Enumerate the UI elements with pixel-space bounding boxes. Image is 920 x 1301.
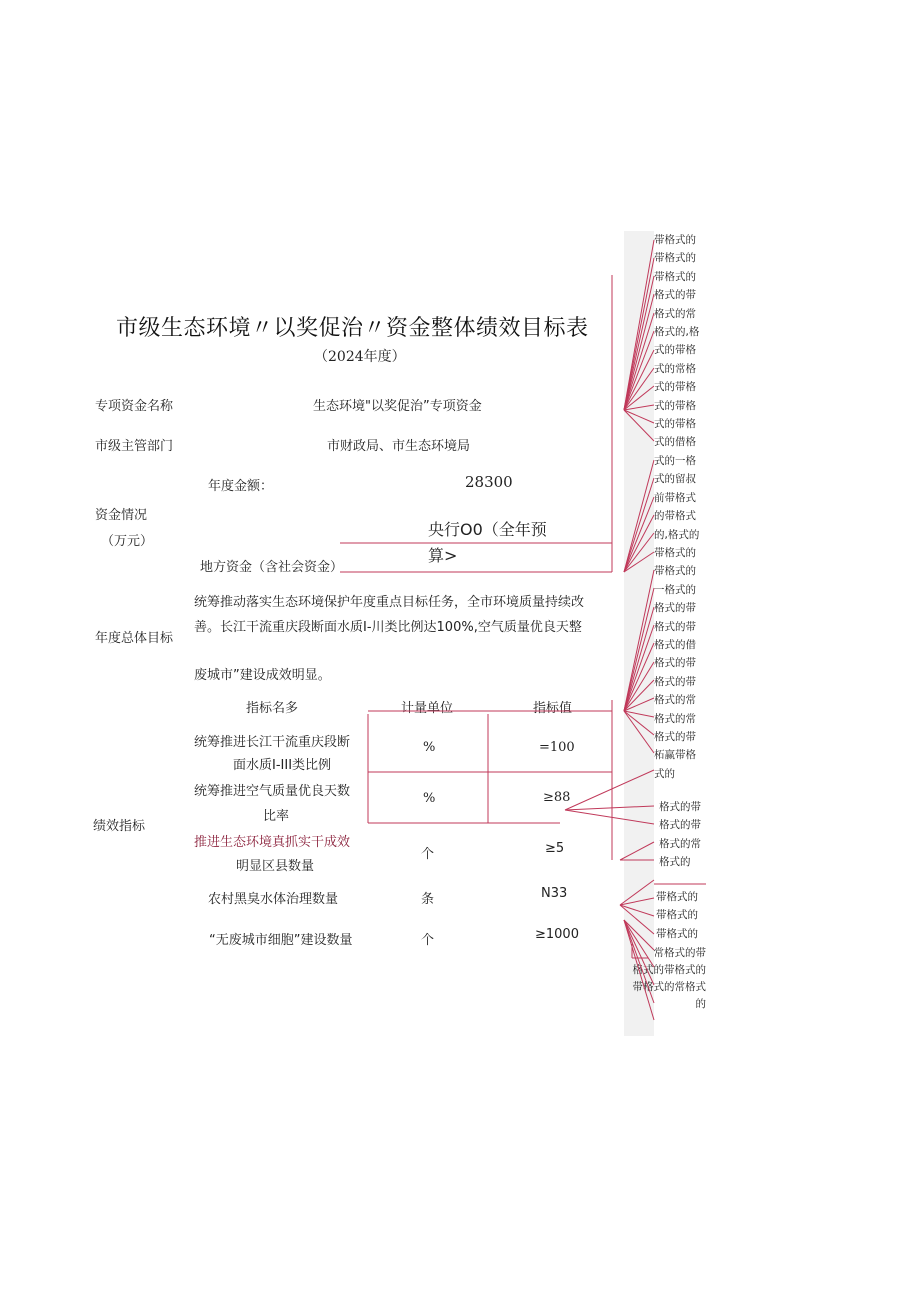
note-6[interactable]: 格式的,格 (654, 326, 700, 339)
indicator-2-value: ≥88 (543, 790, 571, 805)
note-10[interactable]: 式的带格 (654, 399, 696, 412)
funds-unit-label: （万元） (101, 534, 154, 549)
note-g2-1[interactable]: 格式的带 (659, 801, 701, 813)
note-g4-3[interactable]: 带格式的常格式 (632, 981, 706, 993)
indicator-4-value: N33 (541, 886, 568, 901)
indicator-4-unit: 条 (421, 892, 435, 907)
indicator-3-value: ≥5 (545, 841, 565, 856)
note-20[interactable]: 一格式的 (654, 583, 696, 596)
note-g3-2[interactable]: 带格式的 (656, 909, 698, 922)
local-funds-label: 地方资金（含社会资金） (200, 560, 344, 575)
note-30[interactable]: 式的 (654, 767, 675, 780)
indicator-3-unit: 个 (421, 847, 435, 862)
note-15[interactable]: 前带格式 (654, 491, 696, 504)
indicator-5-value: ≥1000 (535, 927, 579, 942)
note-21[interactable]: 格式的带 (654, 602, 696, 615)
note-19[interactable]: 带格式的 (654, 565, 696, 578)
header-indicator-name: 指标名多 (246, 701, 299, 716)
note-26[interactable]: 格式的常 (654, 694, 696, 707)
note-25[interactable]: 格式的带 (654, 675, 696, 688)
goal-label: 年度总体目标 (95, 631, 174, 646)
note-7[interactable]: 式的带格 (654, 344, 696, 357)
note-g2-3[interactable]: 格式的常 (659, 837, 701, 850)
goal-text-line3: 废城市”建设成效明显。 (194, 668, 331, 683)
note-g3-3[interactable]: 带格式的 (656, 927, 698, 940)
indicator-1-name-line2: 面水质I-III类比例 (233, 758, 332, 773)
note-3[interactable]: 带格式的 (654, 270, 696, 283)
note-18[interactable]: 带格式的 (654, 546, 696, 559)
note-11[interactable]: 式的带格 (654, 418, 696, 431)
indicator-2-name-line2: 比率 (263, 809, 290, 824)
page-title: 市级生态环境〃以奖促治〃资金整体绩效目标表 (116, 316, 589, 341)
annual-amount-value: 28300 (465, 473, 513, 491)
dept-label: 市级主管部门 (95, 439, 174, 454)
indicator-5-name: “无废城市细胞”建设数量 (209, 933, 353, 948)
indicator-2-name-line1: 统筹推进空气质量优良天数 (194, 784, 351, 799)
indicator-5-unit: 个 (421, 933, 435, 948)
note-g4-2[interactable]: 格式的带格式的 (632, 964, 706, 976)
note-29[interactable]: 柘赢带格 (654, 749, 696, 762)
note-16[interactable]: 的带格式 (654, 510, 696, 523)
note-g4-4[interactable]: 的 (695, 998, 706, 1010)
note-28[interactable]: 格式的带 (654, 730, 696, 743)
note-g2-4[interactable]: 格式的 (659, 856, 691, 869)
note-g2-2[interactable]: 格式的带 (659, 819, 701, 832)
note-9[interactable]: 式的带格 (654, 381, 696, 394)
central-funds-line2: 算> (428, 546, 458, 565)
goal-text-line1: 统筹推动落实生态环境保护年度重点目标任务，全市环境质量持续改 (194, 595, 585, 610)
note-2[interactable]: 带格式的 (654, 252, 696, 265)
note-4[interactable]: 格式的带 (654, 289, 696, 302)
project-name-value: 生态环境"以奖促治”专项资金 (313, 399, 482, 414)
perf-label: 绩效指标 (93, 819, 146, 834)
indicator-3-name-line1: 推进生态环境真抓实干成效 (194, 835, 351, 850)
indicator-1-value: =100 (539, 740, 575, 755)
year-subtitle: （2024年度） (314, 349, 406, 365)
annual-amount-label: 年度金额： (208, 479, 274, 494)
note-27[interactable]: 格式的常 (654, 712, 696, 725)
central-funds-line1: 央行O0（全年预 (428, 520, 547, 539)
indicator-3-name-line2: 明显区县数量 (236, 859, 315, 874)
indicator-4-name: 农村黑臭水体治理数量 (208, 892, 339, 907)
note-8[interactable]: 式的常格 (654, 362, 696, 375)
note-g4-1[interactable]: 常格式的带 (653, 947, 706, 959)
note-12[interactable]: 式的借格 (654, 436, 696, 449)
project-name-label: 专项资金名称 (95, 399, 174, 414)
indicator-1-unit: % (423, 740, 436, 755)
funds-label: 资金情况 (95, 508, 148, 523)
note-24[interactable]: 格式的带 (654, 657, 696, 670)
goal-text-line2: 善。长江干流重庆段断面水质I-川类比例达100%,空气质量优良天整 (194, 620, 582, 635)
note-13[interactable]: 式的一格 (654, 454, 696, 467)
note-14[interactable]: 式的留叔 (654, 473, 696, 486)
header-value: 指标值 (533, 701, 573, 716)
indicator-1-name-line1: 统筹推进长江干流重庆段断 (194, 735, 351, 750)
note-g3-1[interactable]: 带格式的 (656, 891, 698, 903)
dept-value: 市财政局、市生态环境局 (327, 439, 471, 454)
note-5[interactable]: 格式的常 (654, 307, 696, 320)
note-1[interactable]: 带格式的 (654, 234, 696, 246)
note-23[interactable]: 格式的借 (654, 638, 696, 651)
note-17[interactable]: 的,格式的 (654, 528, 700, 541)
header-unit: 计量单位 (401, 701, 454, 716)
note-22[interactable]: 格式的带 (654, 620, 696, 633)
indicator-2-unit: % (423, 791, 436, 806)
